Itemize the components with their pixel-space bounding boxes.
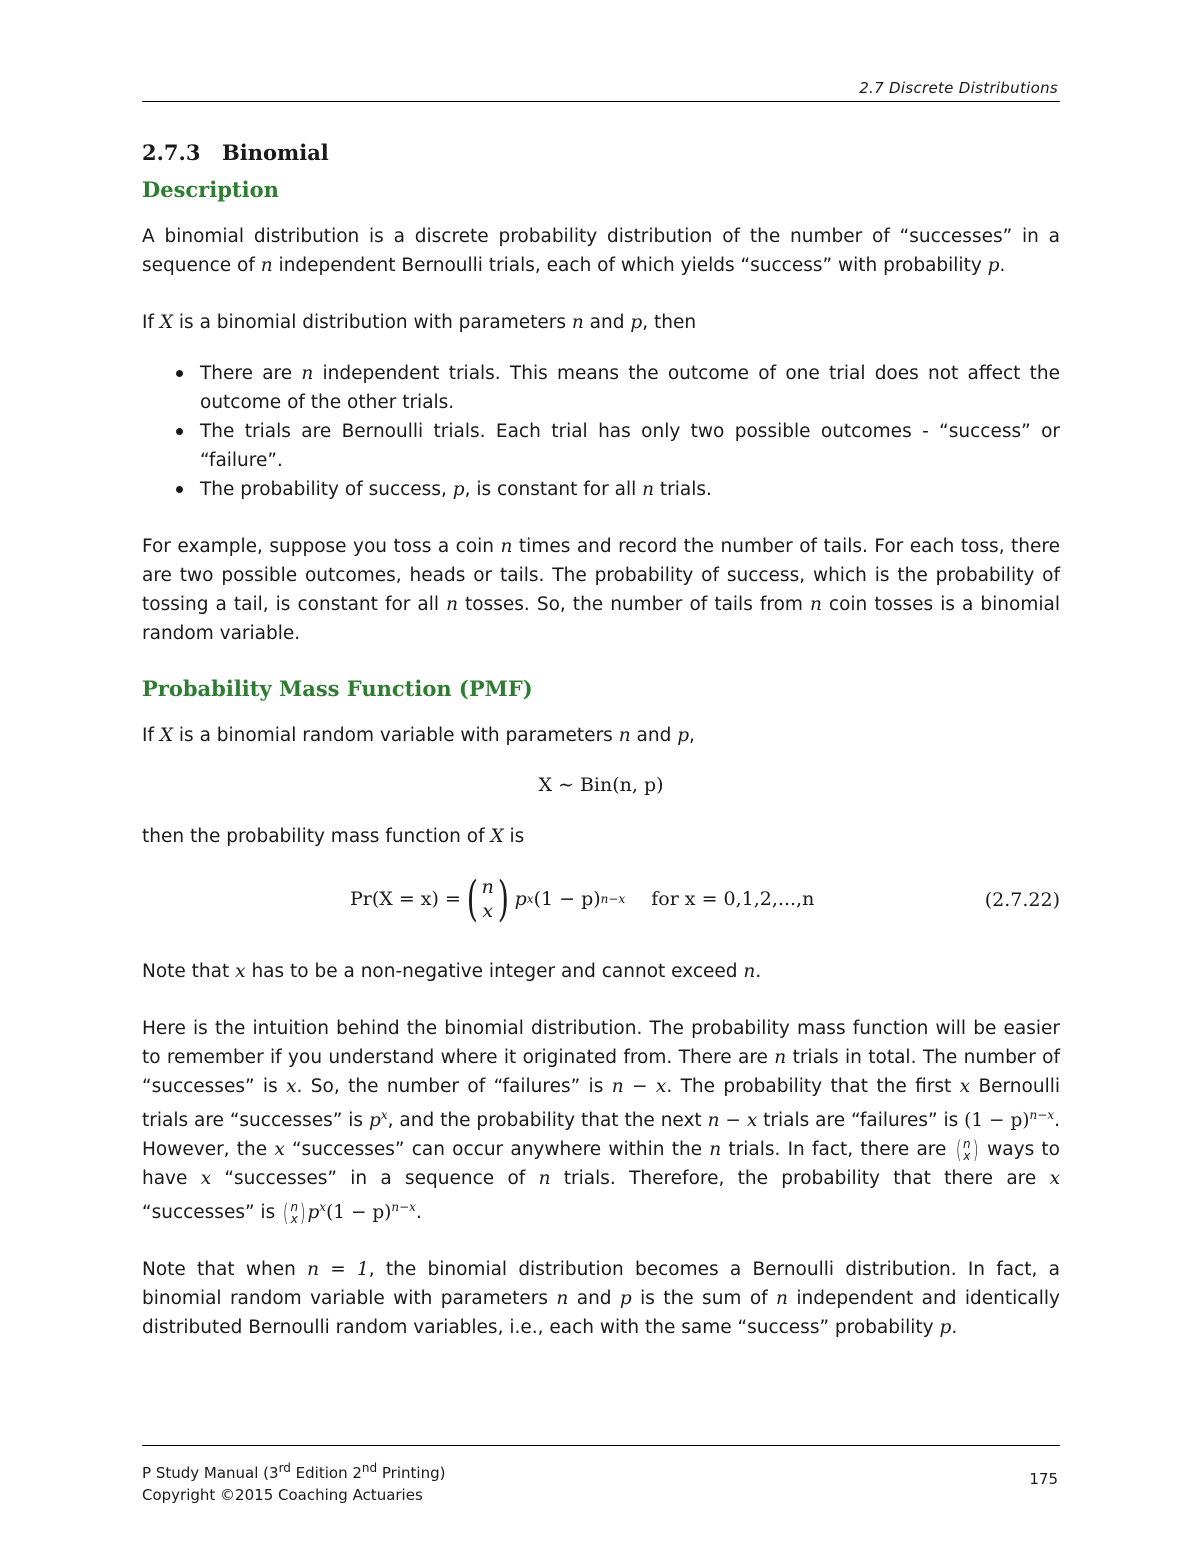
inline-binomial: ( n x ) <box>282 1199 306 1228</box>
header-rule <box>142 101 1060 102</box>
pmf-heading: Probability Mass Function (PMF) <box>142 676 533 701</box>
section-number: 2.7.3 <box>142 140 201 165</box>
coin-example-paragraph: For example, suppose you toss a coin n times and record the number of tails. For each toss, there are two possible outcomes, heads or tails. The probability of success, which is the probability of tossing a tail, is constant for all n tosses. So, the number of tails from n coin tosses is a binomial random variable. <box>142 536 1060 644</box>
list-item: The probability of success, p, is constant for all n trials. <box>200 475 1060 504</box>
footer-rule <box>142 1445 1060 1446</box>
page-body <box>142 140 1060 1370</box>
equation-condition: for x = 0,1,2,...,n <box>651 888 815 910</box>
distribution-notation: X ∼ Bin(n, p) <box>538 774 664 796</box>
running-header: 2.7 Discrete Distributions <box>859 79 1058 97</box>
pmf-equation: Pr(X = x) = ( n x ) p x (1 − p) n−x for x = 0,1,2,...,n (2.7.22) <box>350 871 1060 927</box>
equation-rhs: (1 − p) <box>533 888 601 910</box>
section-title: Binomial <box>222 140 329 165</box>
description-paragraph: A binomial distribution is a discrete probability distribution of the number of “successes” in a sequence of n independent Bernoulli trials, each of which yields “success” with probability p. <box>142 226 1060 276</box>
intuition-paragraph: Here is the intuition behind the binomial distribution. The probability mass function will be easier to remember if you understand where it originated from. There are n trials in total. The number of “successes” is x. So, the number of “failures” is n − x. The probability that the first x Bernoulli trials are “successes” is $p^x$, and the probability that the next n − x trials are “failures” is $(1 - p)^{n-x}$. However, the x “successes” can occur anywhere within the n trials. In fact, there are ( n x ) ways to have x “successes” in a sequence of n trials. Therefore, the probability that there are x “successes” is ( n x ) $p^x(1 - p)^{n-x}$. <box>142 1018 1060 1228</box>
footer-edition: P Study Manual (3rd Edition 2nd Printing) <box>142 1461 446 1482</box>
list-item: The trials are Bernoulli trials. Each trial has only two possible outcomes - “success” or “failure”. <box>200 417 1060 475</box>
bernoulli-note: Note that when n = 1, the binomial distribution becomes a Bernoulli distribution. In fact, a binomial random variable with parameters n and p is the sum of n independent and identically distributed Bernoulli random variables, i.e., each with the same “success” probability p. <box>142 1259 1060 1339</box>
list-item: There are n independent trials. This means the outcome of one trial does not affect the outcome of the other trials. <box>200 359 1060 417</box>
equation-lhs: Pr(X = x) = <box>350 888 461 910</box>
conditions-list <box>142 359 1060 504</box>
pmf-intro: If X is a binomial random variable with parameters n and p, <box>142 725 695 746</box>
parameters-intro: If X is a binomial distribution with parameters n and p, then <box>142 312 697 333</box>
pmf-lead-in: then the probability mass function of X is <box>142 826 525 847</box>
equation-number: (2.7.22) <box>984 889 1060 911</box>
footer-copyright: Copyright ©2015 Coaching Actuaries <box>142 1486 423 1504</box>
footer <box>142 1457 445 1506</box>
note-integer: Note that x has to be a non-negative integer and cannot exceed n. <box>142 961 762 982</box>
page-number: 175 <box>1029 1470 1058 1488</box>
description-heading: Description <box>142 177 279 202</box>
inline-binomial: ( n x ) <box>955 1136 979 1165</box>
section-heading <box>142 140 1060 165</box>
binomial-coefficient: ( n x ) <box>466 871 509 927</box>
